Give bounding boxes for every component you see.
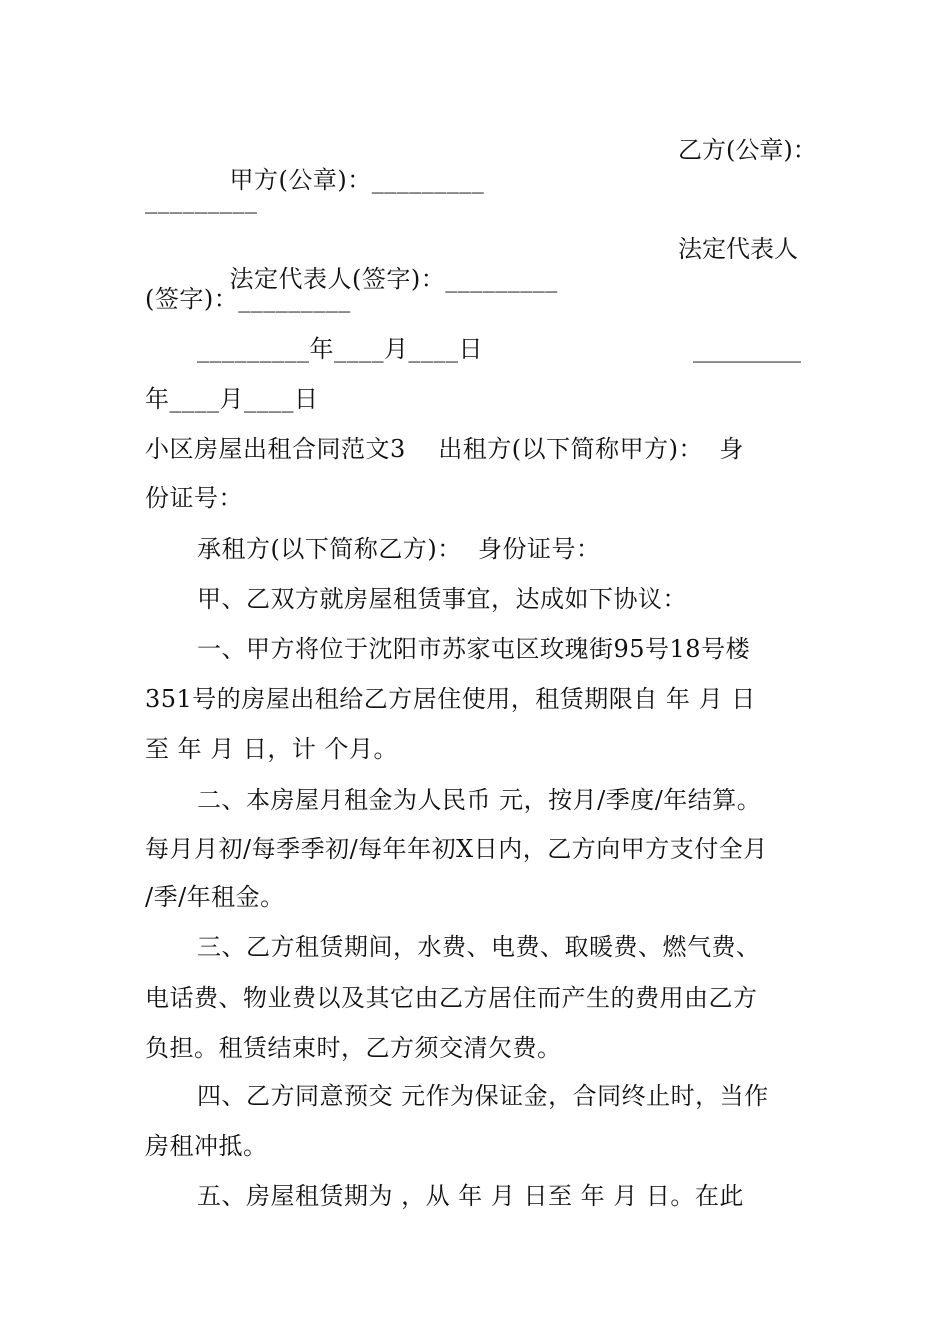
rep-b: 法定代表人 — [678, 235, 798, 263]
lessee-line: 承租方(以下简称乙方)： 身份证号： — [197, 535, 601, 563]
clause-4-line-1: 四、乙方同意预交 元作为保证金，合同终止时，当作 — [197, 1082, 769, 1110]
date-b: _________ — [693, 335, 801, 363]
clause-5-line-1: 五、房屋租赁期为 ，从 年 月 日至 年 月 日。在此 — [197, 1182, 744, 1210]
clause-2-line-2: 每月月初/每季季初/每年年初X日内，乙方向甲方支付全月 — [145, 835, 768, 863]
clause-3-line-2: 电话费、物业费以及其它由乙方居住而产生的费用由乙方 — [145, 984, 758, 1012]
lessor-id-label: 份证号： — [145, 484, 243, 512]
date-a: _________年____月____日 — [197, 335, 483, 363]
clause-2-line-1: 二、本房屋月租金为人民币 元，按月/季度/年结算。 — [197, 786, 762, 814]
clause-2-line-3: /季/年租金。 — [145, 883, 285, 911]
contract-title-line: 小区房屋出租合同范文3 出租方(以下简称甲方)： 身 — [145, 435, 744, 463]
date-b-continued: 年____月____日 — [145, 385, 319, 413]
clause-4-line-2: 房租冲抵。 — [145, 1132, 268, 1160]
party-b-seal-blank: _________ — [145, 186, 258, 214]
clause-1-line-3: 至 年 月 日，计 个月。 — [145, 735, 399, 763]
clause-1-line-2: 351号的房屋出租给乙方居住使用，租赁期限自 年 月 日 — [145, 685, 756, 713]
clause-3-line-3: 负担。租赁结束时，乙方须交清欠费。 — [145, 1034, 562, 1062]
clause-1-line-1: 一、甲方将位于沈阳市苏家屯区玫瑰街95号18号楼 — [197, 635, 751, 663]
rep-b-signature: (签字)：_________ — [145, 285, 351, 313]
party-b-seal: 乙方(公章)： — [678, 136, 817, 164]
party-a-seal: 甲方(公章)：_________ — [229, 166, 485, 194]
rep-a: 法定代表人(签字)：_________ — [229, 265, 558, 293]
agreement-intro: 甲、乙双方就房屋租赁事宜，达成如下协议： — [197, 585, 687, 613]
clause-3-line-1: 三、乙方租赁期间，水费、电费、取暖费、燃气费、 — [197, 933, 761, 961]
